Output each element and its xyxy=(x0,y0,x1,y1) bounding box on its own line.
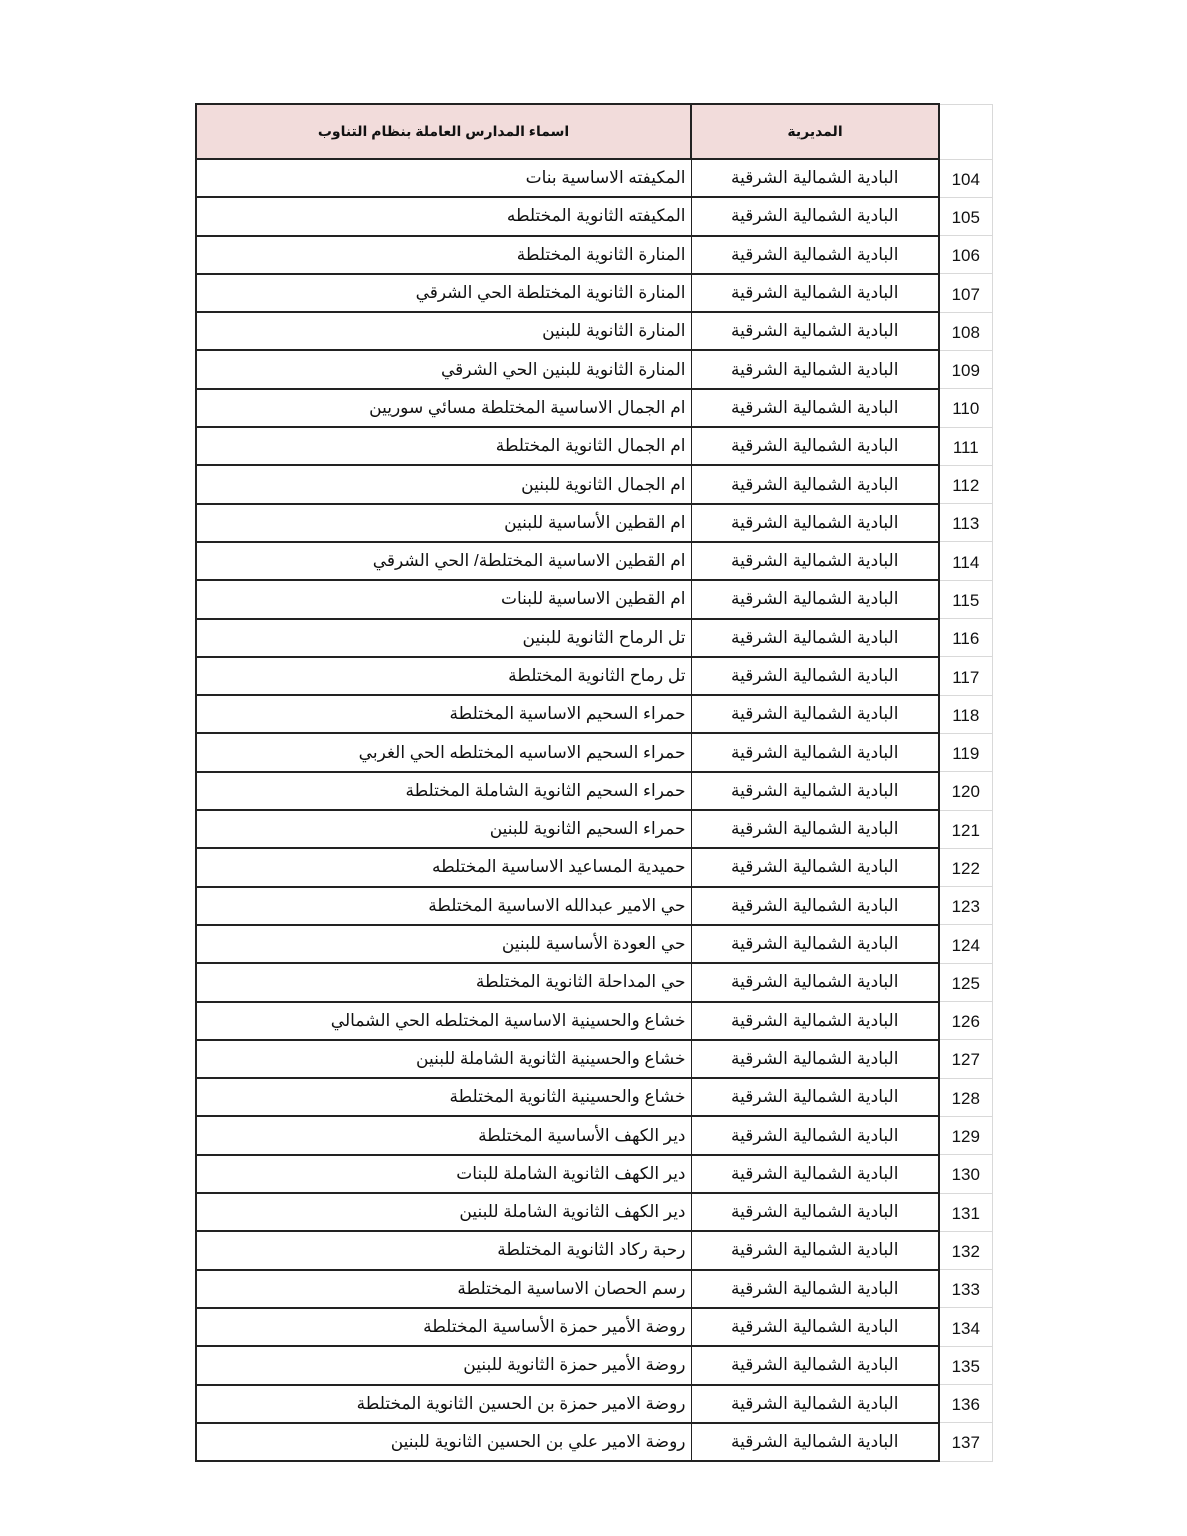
directorate-cell: البادية الشمالية الشرقية xyxy=(691,427,939,465)
row-number-cell: 129 xyxy=(939,1116,992,1154)
row-number-cell: 137 xyxy=(939,1423,992,1461)
row-number-cell: 115 xyxy=(939,580,992,618)
directorate-cell: البادية الشمالية الشرقية xyxy=(691,657,939,695)
directorate-cell: البادية الشمالية الشرقية xyxy=(691,236,939,274)
school-name-cell: تل رماح الثانوية المختلطة xyxy=(196,657,691,695)
table-row xyxy=(196,963,992,1001)
directorate-cell: البادية الشمالية الشرقية xyxy=(691,389,939,427)
table-header-row xyxy=(196,104,992,159)
school-name-cell: دير الكهف الثانوية الشاملة للبنين xyxy=(196,1193,691,1231)
school-name-cell: دير الكهف الأساسية المختلطة xyxy=(196,1116,691,1154)
table-row xyxy=(196,350,992,388)
school-name-cell: خشاع والحسينية الثانوية الشاملة للبنين xyxy=(196,1040,691,1078)
row-number-cell: 126 xyxy=(939,1002,992,1040)
directorate-cell: البادية الشمالية الشرقية xyxy=(691,1078,939,1116)
row-number-cell: 116 xyxy=(939,619,992,657)
directorate-cell: البادية الشمالية الشرقية xyxy=(691,772,939,810)
table-row xyxy=(196,1423,992,1461)
row-number-cell: 132 xyxy=(939,1231,992,1269)
table-row xyxy=(196,274,992,312)
directorate-cell: البادية الشمالية الشرقية xyxy=(691,542,939,580)
directorate-cell: البادية الشمالية الشرقية xyxy=(691,1270,939,1308)
table-row xyxy=(196,619,992,657)
school-name-cell: حمراء السحيم الاساسية المختلطة xyxy=(196,695,691,733)
row-number-cell: 120 xyxy=(939,772,992,810)
directorate-cell: البادية الشمالية الشرقية xyxy=(691,848,939,886)
table-row xyxy=(196,542,992,580)
school-name-cell: ام القطين الاساسية للبنات xyxy=(196,580,691,618)
table-row xyxy=(196,925,992,963)
school-name-cell: ام الجمال الاساسية المختلطة مسائي سوريين xyxy=(196,389,691,427)
row-number-cell: 112 xyxy=(939,465,992,503)
table-row xyxy=(196,733,992,771)
directorate-cell: البادية الشمالية الشرقية xyxy=(691,1423,939,1461)
school-name-cell: دير الكهف الثانوية الشاملة للبنات xyxy=(196,1155,691,1193)
table-row xyxy=(196,1231,992,1269)
school-name-cell: ام القطين الاساسية المختلطة/ الحي الشرقي xyxy=(196,542,691,580)
school-name-cell: ام الجمال الثانوية للبنين xyxy=(196,465,691,503)
directorate-cell: البادية الشمالية الشرقية xyxy=(691,695,939,733)
directorate-cell: البادية الشمالية الشرقية xyxy=(691,963,939,1001)
directorate-cell: البادية الشمالية الشرقية xyxy=(691,925,939,963)
row-number-cell: 113 xyxy=(939,504,992,542)
row-number-cell: 128 xyxy=(939,1078,992,1116)
row-number-cell: 117 xyxy=(939,657,992,695)
row-number-cell: 130 xyxy=(939,1155,992,1193)
table-row xyxy=(196,465,992,503)
table-row xyxy=(196,312,992,350)
row-number-cell: 124 xyxy=(939,925,992,963)
row-number-cell: 127 xyxy=(939,1040,992,1078)
table-row xyxy=(196,1308,992,1346)
school-name-cell: المكيفته الاساسية بنات xyxy=(196,159,691,197)
row-number-cell: 119 xyxy=(939,733,992,771)
school-name-cell: رحبة ركاد الثانوية المختلطة xyxy=(196,1231,691,1269)
table-row xyxy=(196,1002,992,1040)
row-number-cell: 105 xyxy=(939,197,992,235)
row-number-cell: 122 xyxy=(939,848,992,886)
school-name-cell: ام الجمال الثانوية المختلطة xyxy=(196,427,691,465)
table-row xyxy=(196,1346,992,1384)
school-name-cell: روضة الامير حمزة بن الحسين الثانوية المختلطة xyxy=(196,1385,691,1423)
directorate-cell: البادية الشمالية الشرقية xyxy=(691,619,939,657)
header-school-names: اسماء المدارس العاملة بنظام التناوب xyxy=(196,104,691,159)
school-name-cell: حميدية المساعيد الاساسية المختلطه xyxy=(196,848,691,886)
table-row xyxy=(196,657,992,695)
table-row xyxy=(196,1193,992,1231)
directorate-cell: البادية الشمالية الشرقية xyxy=(691,1346,939,1384)
school-name-cell: حي المداحلة الثانوية المختلطة xyxy=(196,963,691,1001)
table-row xyxy=(196,236,992,274)
table-row xyxy=(196,504,992,542)
table-row xyxy=(196,1116,992,1154)
row-number-cell: 108 xyxy=(939,312,992,350)
row-number-cell: 110 xyxy=(939,389,992,427)
school-name-cell: روضة الامير علي بن الحسين الثانوية للبنين xyxy=(196,1423,691,1461)
row-number-cell: 125 xyxy=(939,963,992,1001)
school-name-cell: المكيفته الثانوية المختلطه xyxy=(196,197,691,235)
header-number xyxy=(939,104,992,159)
directorate-cell: البادية الشمالية الشرقية xyxy=(691,1116,939,1154)
school-name-cell: المنارة الثانوية للبنين الحي الشرقي xyxy=(196,350,691,388)
directorate-cell: البادية الشمالية الشرقية xyxy=(691,504,939,542)
row-number-cell: 111 xyxy=(939,427,992,465)
directorate-cell: البادية الشمالية الشرقية xyxy=(691,197,939,235)
school-name-cell: رسم الحصان الاساسية المختلطة xyxy=(196,1270,691,1308)
school-name-cell: حمراء السحيم الثانوية الشاملة المختلطة xyxy=(196,772,691,810)
directorate-cell: البادية الشمالية الشرقية xyxy=(691,1155,939,1193)
row-number-cell: 118 xyxy=(939,695,992,733)
table-row xyxy=(196,848,992,886)
table-row xyxy=(196,159,992,197)
table-row xyxy=(196,772,992,810)
table-row xyxy=(196,1078,992,1116)
table-row xyxy=(196,1040,992,1078)
school-name-cell: خشاع والحسينية الاساسية المختلطه الحي الشمالي xyxy=(196,1002,691,1040)
directorate-cell: البادية الشمالية الشرقية xyxy=(691,580,939,618)
table-row xyxy=(196,389,992,427)
row-number-cell: 134 xyxy=(939,1308,992,1346)
directorate-cell: البادية الشمالية الشرقية xyxy=(691,810,939,848)
directorate-cell: البادية الشمالية الشرقية xyxy=(691,1040,939,1078)
table-row xyxy=(196,887,992,925)
row-number-cell: 104 xyxy=(939,159,992,197)
school-name-cell: حمراء السحيم الاساسيه المختلطه الحي الغربي xyxy=(196,733,691,771)
row-number-cell: 123 xyxy=(939,887,992,925)
directorate-cell: البادية الشمالية الشرقية xyxy=(691,1002,939,1040)
school-name-cell: خشاع والحسينية الثانوية المختلطة xyxy=(196,1078,691,1116)
table-body xyxy=(196,159,992,1461)
header-directorate: المديرية xyxy=(691,104,939,159)
directorate-cell: البادية الشمالية الشرقية xyxy=(691,274,939,312)
row-number-cell: 114 xyxy=(939,542,992,580)
row-number-cell: 135 xyxy=(939,1346,992,1384)
school-name-cell: ام القطين الأساسية للبنين xyxy=(196,504,691,542)
row-number-cell: 121 xyxy=(939,810,992,848)
directorate-cell: البادية الشمالية الشرقية xyxy=(691,159,939,197)
school-name-cell: المنارة الثانوية المختلطة الحي الشرقي xyxy=(196,274,691,312)
row-number-cell: 131 xyxy=(939,1193,992,1231)
directorate-cell: البادية الشمالية الشرقية xyxy=(691,350,939,388)
directorate-cell: البادية الشمالية الشرقية xyxy=(691,733,939,771)
row-number-cell: 106 xyxy=(939,236,992,274)
directorate-cell: البادية الشمالية الشرقية xyxy=(691,1231,939,1269)
school-name-cell: حي العودة الأساسية للبنين xyxy=(196,925,691,963)
table-row xyxy=(196,810,992,848)
school-name-cell: حي الامير عبدالله الاساسية المختلطة xyxy=(196,887,691,925)
table-row xyxy=(196,580,992,618)
table-row xyxy=(196,427,992,465)
row-number-cell: 109 xyxy=(939,350,992,388)
school-name-cell: روضة الأمير حمزة الأساسية المختلطة xyxy=(196,1308,691,1346)
row-number-cell: 136 xyxy=(939,1385,992,1423)
table-row xyxy=(196,197,992,235)
school-name-cell: روضة الأمير حمزة الثانوية للبنين xyxy=(196,1346,691,1384)
table-row xyxy=(196,1385,992,1423)
table-row xyxy=(196,1155,992,1193)
school-name-cell: حمراء السحيم الثانوية للبنين xyxy=(196,810,691,848)
table-row xyxy=(196,695,992,733)
school-name-cell: المنارة الثانوية المختلطة xyxy=(196,236,691,274)
schools-table-container xyxy=(195,103,991,1462)
schools-table xyxy=(195,103,993,1462)
school-name-cell: المنارة الثانوية للبنين xyxy=(196,312,691,350)
directorate-cell: البادية الشمالية الشرقية xyxy=(691,312,939,350)
directorate-cell: البادية الشمالية الشرقية xyxy=(691,887,939,925)
directorate-cell: البادية الشمالية الشرقية xyxy=(691,1193,939,1231)
row-number-cell: 107 xyxy=(939,274,992,312)
school-name-cell: تل الرماح الثانوية للبنين xyxy=(196,619,691,657)
table-row xyxy=(196,1270,992,1308)
directorate-cell: البادية الشمالية الشرقية xyxy=(691,465,939,503)
directorate-cell: البادية الشمالية الشرقية xyxy=(691,1385,939,1423)
directorate-cell: البادية الشمالية الشرقية xyxy=(691,1308,939,1346)
row-number-cell: 133 xyxy=(939,1270,992,1308)
